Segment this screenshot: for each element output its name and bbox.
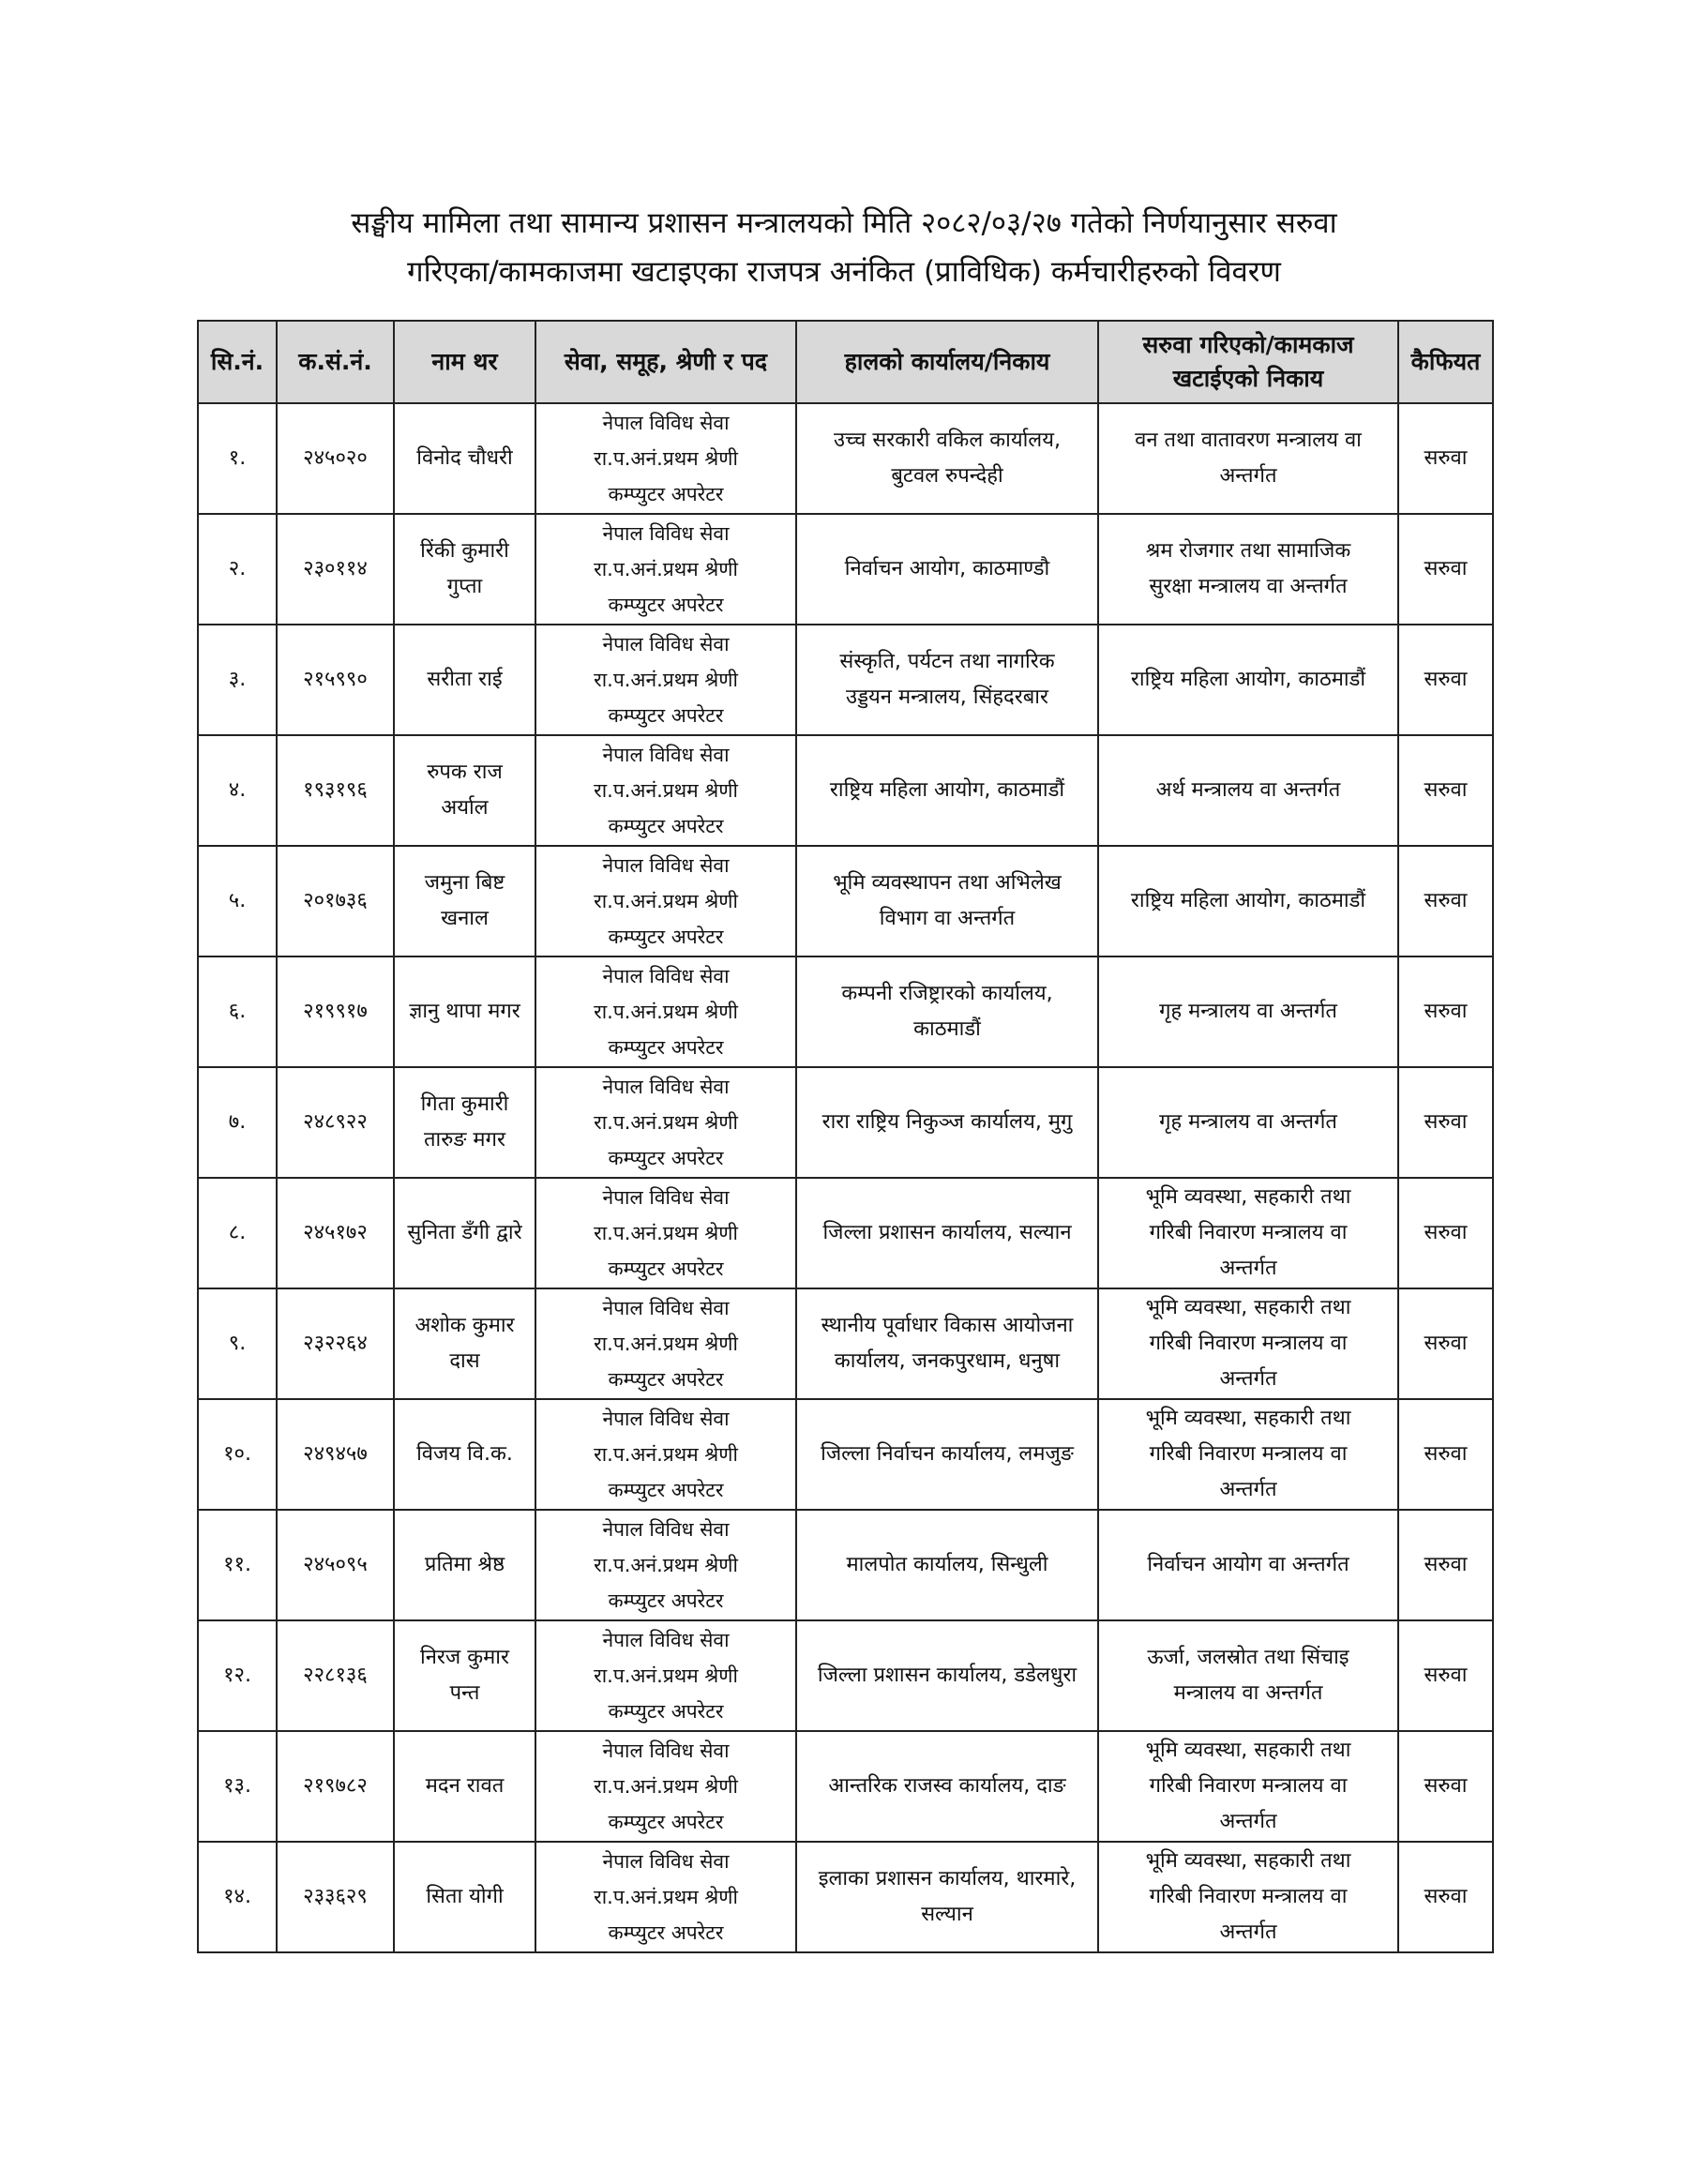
cell-service-line: कम्प्युटर अपरेटर bbox=[608, 926, 724, 948]
cell-service-line: रा.प.अनं.प्रथम श्रेणी bbox=[594, 558, 738, 580]
cell-transfer-office bbox=[1098, 846, 1398, 956]
cell-service-line: कम्प्युटर अपरेटर bbox=[608, 483, 724, 505]
cell-name-line: निरज कुमार bbox=[420, 1646, 509, 1669]
cell-ksn: २४८९२२ bbox=[277, 1067, 394, 1178]
cell-transfer-office bbox=[1098, 956, 1398, 1067]
table-row bbox=[198, 1731, 1493, 1842]
cell-transfer-office-line: ऊर्जा, जलस्रोत तथा सिंचाइ bbox=[1147, 1646, 1349, 1669]
cell-ksn: २४५१७२ bbox=[277, 1178, 394, 1288]
header-ksn: क.सं.नं. bbox=[277, 321, 394, 403]
cell-transfer-office-line: राष्ट्रिय महिला आयोग, काठमाडौं bbox=[1130, 668, 1366, 691]
cell-name bbox=[394, 1510, 535, 1620]
cell-transfer-office-line: वन तथा वातावरण मन्त्रालय वा bbox=[1135, 429, 1362, 452]
cell-service-line: नेपाल विविध सेवा bbox=[602, 1740, 730, 1762]
table-row bbox=[198, 1288, 1493, 1399]
cell-service-line: रा.प.अनं.प्रथम श्रेणी bbox=[594, 1664, 738, 1687]
cell-name-line: सरीता राई bbox=[427, 668, 503, 691]
cell-ksn: २३०११४ bbox=[277, 514, 394, 625]
cell-ksn: २४५०२० bbox=[277, 403, 394, 514]
header-transfer-office bbox=[1098, 321, 1398, 403]
cell-remarks: सरुवा bbox=[1398, 625, 1493, 735]
cell-transfer-office-line: भूमि व्यवस्था, सहकारी तथा bbox=[1145, 1296, 1351, 1319]
cell-service-line: कम्प्युटर अपरेटर bbox=[608, 704, 724, 727]
cell-current-office-line: कार्यालय, जनकपुरधाम, धनुषा bbox=[834, 1349, 1061, 1373]
employee-transfer-table bbox=[197, 320, 1494, 1953]
table-row bbox=[198, 1620, 1493, 1731]
cell-service-line: नेपाल विविध सेवा bbox=[602, 1297, 730, 1319]
cell-transfer-office-line: अन्तर्गत bbox=[1219, 1810, 1277, 1833]
cell-service-line: नेपाल विविध सेवा bbox=[602, 1408, 730, 1430]
header-name: नाम थर bbox=[394, 321, 535, 403]
cell-service-line: नेपाल विविध सेवा bbox=[602, 1850, 730, 1873]
cell-service-line: कम्प्युटर अपरेटर bbox=[608, 1589, 724, 1612]
cell-current-office bbox=[796, 1842, 1098, 1952]
cell-current-office bbox=[796, 514, 1098, 625]
cell-remarks: सरुवा bbox=[1398, 403, 1493, 514]
cell-transfer-office-line: अर्थ मन्त्रालय वा अन्तर्गत bbox=[1155, 778, 1341, 802]
cell-service-line: नेपाल विविध सेवा bbox=[602, 744, 730, 766]
cell-sn: ११. bbox=[198, 1510, 277, 1620]
cell-transfer-office-line: भूमि व्यवस्था, सहकारी तथा bbox=[1145, 1185, 1351, 1209]
cell-ksn: २४९४५७ bbox=[277, 1399, 394, 1510]
cell-service-line: रा.प.अनं.प्रथम श्रेणी bbox=[594, 890, 738, 912]
cell-name-line: गिता कुमारी bbox=[420, 1092, 509, 1116]
table-body bbox=[198, 403, 1493, 1952]
cell-name-line: गुप्ता bbox=[446, 575, 483, 598]
cell-service-line: नेपाल विविध सेवा bbox=[602, 633, 730, 655]
cell-current-office bbox=[796, 956, 1098, 1067]
cell-service-line: रा.प.अनं.प्रथम श्रेणी bbox=[594, 1554, 738, 1576]
table-row bbox=[198, 956, 1493, 1067]
cell-service bbox=[535, 735, 796, 846]
cell-transfer-office-line: अन्तर्गत bbox=[1219, 464, 1277, 488]
cell-service bbox=[535, 1731, 796, 1842]
cell-current-office-line: विभाग वा अन्तर्गत bbox=[879, 907, 1016, 930]
cell-name-line: दास bbox=[449, 1349, 480, 1373]
cell-name bbox=[394, 625, 535, 735]
cell-transfer-office-line: अन्तर्गत bbox=[1219, 1367, 1277, 1391]
cell-transfer-office-line: सुरक्षा मन्त्रालय वा अन्तर्गत bbox=[1149, 575, 1348, 598]
cell-service-line: कम्प्युटर अपरेटर bbox=[608, 815, 724, 837]
cell-name bbox=[394, 846, 535, 956]
cell-ksn: २१९७८२ bbox=[277, 1731, 394, 1842]
cell-name-line: तारुङ मगर bbox=[424, 1128, 505, 1152]
cell-current-office-line: आन्तरिक राजस्व कार्यालय, दाङ bbox=[828, 1774, 1066, 1798]
cell-name bbox=[394, 403, 535, 514]
cell-transfer-office-line: श्रम रोजगार तथा सामाजिक bbox=[1145, 539, 1351, 563]
table-row bbox=[198, 1178, 1493, 1288]
cell-name-line: अशोक कुमार bbox=[414, 1314, 515, 1337]
cell-sn: १०. bbox=[198, 1399, 277, 1510]
cell-current-office bbox=[796, 1731, 1098, 1842]
header-transfer-office-line-2: खटाईएको निकाय bbox=[1172, 365, 1324, 392]
cell-service bbox=[535, 1620, 796, 1731]
table-row bbox=[198, 1842, 1493, 1952]
cell-transfer-office bbox=[1098, 1067, 1398, 1178]
cell-service-line: कम्प्युटर अपरेटर bbox=[608, 1479, 724, 1501]
cell-remarks: सरुवा bbox=[1398, 1842, 1493, 1952]
cell-current-office-line: बुटवल रुपन्देही bbox=[891, 464, 1003, 488]
table-row bbox=[198, 625, 1493, 735]
cell-service-line: कम्प्युटर अपरेटर bbox=[608, 1700, 724, 1723]
cell-remarks: सरुवा bbox=[1398, 1178, 1493, 1288]
cell-service-line: नेपाल विविध सेवा bbox=[602, 1518, 730, 1541]
cell-transfer-office bbox=[1098, 514, 1398, 625]
cell-ksn: २३३६२९ bbox=[277, 1842, 394, 1952]
cell-name bbox=[394, 1399, 535, 1510]
cell-ksn: २०१७३६ bbox=[277, 846, 394, 956]
cell-name bbox=[394, 1620, 535, 1731]
cell-remarks: सरुवा bbox=[1398, 735, 1493, 846]
cell-transfer-office-line: मन्त्रालय वा अन्तर्गत bbox=[1173, 1681, 1323, 1705]
cell-service-line: कम्प्युटर अपरेटर bbox=[608, 594, 724, 616]
cell-current-office-line: जिल्ला प्रशासन कार्यालय, डडेलधुरा bbox=[817, 1664, 1078, 1687]
cell-ksn: २१५९९० bbox=[277, 625, 394, 735]
cell-name bbox=[394, 1842, 535, 1952]
cell-service-line: नेपाल विविध सेवा bbox=[602, 854, 730, 877]
cell-name bbox=[394, 1178, 535, 1288]
cell-current-office bbox=[796, 403, 1098, 514]
cell-transfer-office-line: निर्वाचन आयोग वा अन्तर्गत bbox=[1147, 1553, 1349, 1576]
cell-transfer-office-line: अन्तर्गत bbox=[1219, 1920, 1277, 1944]
cell-remarks: सरुवा bbox=[1398, 1510, 1493, 1620]
cell-sn: ३. bbox=[198, 625, 277, 735]
table-row bbox=[198, 735, 1493, 846]
title-line-1: सङ्घीय मामिला तथा सामान्य प्रशासन मन्त्रालयको मिति २०८२/०३/२७ गतेको निर्णयानुसार सरुवा bbox=[351, 206, 1337, 240]
cell-sn: ९. bbox=[198, 1288, 277, 1399]
cell-service bbox=[535, 1288, 796, 1399]
cell-remarks: सरुवा bbox=[1398, 1399, 1493, 1510]
cell-current-office-line: स्थानीय पूर्वाधार विकास आयोजना bbox=[821, 1314, 1074, 1337]
cell-ksn: २१९९१७ bbox=[277, 956, 394, 1067]
cell-current-office-line: कम्पनी रजिष्ट्रारको कार्यालय, bbox=[841, 982, 1053, 1005]
cell-current-office-line: निर्वाचन आयोग, काठमाण्डौ bbox=[844, 557, 1050, 580]
cell-current-office-line: जिल्ला निर्वाचन कार्यालय, लमजुङ bbox=[821, 1442, 1074, 1466]
cell-name-line: मदन रावत bbox=[425, 1774, 505, 1798]
cell-current-office-line: उच्च सरकारी वकिल कार्यालय, bbox=[834, 429, 1061, 452]
cell-name bbox=[394, 735, 535, 846]
cell-name-line: अर्याल bbox=[441, 796, 489, 820]
cell-remarks: सरुवा bbox=[1398, 956, 1493, 1067]
cell-service-line: कम्प्युटर अपरेटर bbox=[608, 1036, 724, 1059]
cell-transfer-office-line: अन्तर्गत bbox=[1219, 1257, 1277, 1280]
cell-service-line: कम्प्युटर अपरेटर bbox=[608, 1811, 724, 1833]
cell-current-office-line: जिल्ला प्रशासन कार्यालय, सल्यान bbox=[822, 1221, 1072, 1244]
cell-service-line: कम्प्युटर अपरेटर bbox=[608, 1147, 724, 1169]
cell-service-line: रा.प.अनं.प्रथम श्रेणी bbox=[594, 779, 738, 802]
cell-service bbox=[535, 1510, 796, 1620]
cell-sn: ४. bbox=[198, 735, 277, 846]
cell-current-office bbox=[796, 846, 1098, 956]
table-row bbox=[198, 1399, 1493, 1510]
cell-transfer-office-line: भूमि व्यवस्था, सहकारी तथा bbox=[1145, 1849, 1351, 1873]
header-current-office: हालको कार्यालय/निकाय bbox=[796, 321, 1098, 403]
cell-ksn: २३२२६४ bbox=[277, 1288, 394, 1399]
cell-remarks: सरुवा bbox=[1398, 846, 1493, 956]
table-row bbox=[198, 846, 1493, 956]
cell-service-line: नेपाल विविध सेवा bbox=[602, 1186, 730, 1209]
cell-current-office-line: काठमाडौं bbox=[913, 1017, 981, 1041]
cell-transfer-office-line: भूमि व्यवस्था, सहकारी तथा bbox=[1145, 1739, 1351, 1762]
cell-name-line: पन्त bbox=[449, 1681, 480, 1705]
cell-current-office bbox=[796, 1620, 1098, 1731]
table-row bbox=[198, 1510, 1493, 1620]
cell-current-office-line: मालपोत कार्यालय, सिन्धुली bbox=[846, 1553, 1048, 1576]
cell-current-office-line: राष्ट्रिय महिला आयोग, काठमाडौं bbox=[829, 778, 1065, 802]
cell-remarks: सरुवा bbox=[1398, 1067, 1493, 1178]
cell-name-line: विनोद चौधरी bbox=[416, 446, 513, 470]
cell-transfer-office-line: गरिबी निवारण मन्त्रालय वा bbox=[1149, 1442, 1348, 1466]
cell-name-line: ज्ञानु थापा मगर bbox=[409, 1000, 520, 1023]
cell-transfer-office-line: गरिबी निवारण मन्त्रालय वा bbox=[1149, 1774, 1348, 1798]
cell-sn: ७. bbox=[198, 1067, 277, 1178]
cell-current-office-line: उड्डयन मन्त्रालय, सिंहदरबार bbox=[846, 685, 1048, 709]
cell-current-office bbox=[796, 1288, 1098, 1399]
header-transfer-office-line-1: सरुवा गरिएको/कामकाज bbox=[1142, 331, 1354, 358]
cell-transfer-office-line: गरिबी निवारण मन्त्रालय वा bbox=[1149, 1221, 1348, 1244]
cell-transfer-office bbox=[1098, 1620, 1398, 1731]
cell-name-line: सिता योगी bbox=[426, 1885, 504, 1908]
cell-transfer-office bbox=[1098, 403, 1398, 514]
cell-name-line: विजय वि.क. bbox=[416, 1442, 513, 1466]
cell-transfer-office bbox=[1098, 1510, 1398, 1620]
cell-current-office bbox=[796, 1067, 1098, 1178]
cell-current-office-line: रारा राष्ट्रिय निकुञ्ज कार्यालय, मुगु bbox=[821, 1110, 1073, 1134]
cell-service bbox=[535, 1399, 796, 1510]
cell-current-office bbox=[796, 1510, 1098, 1620]
cell-service-line: रा.प.अनं.प्रथम श्रेणी bbox=[594, 447, 738, 470]
cell-service-line: नेपाल विविध सेवा bbox=[602, 412, 730, 434]
cell-transfer-office bbox=[1098, 1399, 1398, 1510]
cell-service-line: नेपाल विविध सेवा bbox=[602, 522, 730, 545]
cell-remarks: सरुवा bbox=[1398, 514, 1493, 625]
cell-sn: १२. bbox=[198, 1620, 277, 1731]
cell-service-line: रा.प.अनं.प्रथम श्रेणी bbox=[594, 1886, 738, 1908]
title-line-2: गरिएका/कामकाजमा खटाइएका राजपत्र अनंकित (प्राविधिक) कर्मचारीहरुको विवरण bbox=[407, 255, 1281, 289]
cell-ksn: १९३१९६ bbox=[277, 735, 394, 846]
cell-service-line: रा.प.अनं.प्रथम श्रेणी bbox=[594, 1111, 738, 1134]
header-service: सेवा, समूह, श्रेणी र पद bbox=[535, 321, 796, 403]
cell-transfer-office-line: अन्तर्गत bbox=[1219, 1478, 1277, 1501]
cell-current-office-line: संस्कृति, पर्यटन तथा नागरिक bbox=[839, 650, 1055, 673]
cell-sn: ५. bbox=[198, 846, 277, 956]
cell-sn: १. bbox=[198, 403, 277, 514]
cell-current-office-line: सल्यान bbox=[921, 1903, 973, 1926]
cell-name-line: प्रतिमा श्रेष्ठ bbox=[424, 1553, 505, 1576]
cell-transfer-office-line: राष्ट्रिय महिला आयोग, काठमाडौं bbox=[1130, 889, 1366, 912]
cell-service bbox=[535, 956, 796, 1067]
table-row bbox=[198, 514, 1493, 625]
cell-name-line: जमुना बिष्ट bbox=[424, 871, 505, 895]
cell-service-line: रा.प.अनं.प्रथम श्रेणी bbox=[594, 669, 738, 691]
cell-name bbox=[394, 1288, 535, 1399]
table-row bbox=[198, 403, 1493, 514]
cell-service-line: नेपाल विविध सेवा bbox=[602, 1629, 730, 1651]
cell-transfer-office-line: भूमि व्यवस्था, सहकारी तथा bbox=[1145, 1407, 1351, 1430]
cell-name bbox=[394, 1067, 535, 1178]
cell-remarks: सरुवा bbox=[1398, 1620, 1493, 1731]
header-remarks: कैफियत bbox=[1398, 321, 1493, 403]
cell-current-office bbox=[796, 1399, 1098, 1510]
header-sn: सि.नं. bbox=[198, 321, 277, 403]
cell-transfer-office bbox=[1098, 1842, 1398, 1952]
cell-name-line: रुपक राज bbox=[427, 761, 503, 784]
cell-ksn: २४५०९५ bbox=[277, 1510, 394, 1620]
cell-service-line: नेपाल विविध सेवा bbox=[602, 1076, 730, 1098]
cell-sn: ६. bbox=[198, 956, 277, 1067]
cell-transfer-office bbox=[1098, 1731, 1398, 1842]
cell-transfer-office bbox=[1098, 735, 1398, 846]
cell-service-line: कम्प्युटर अपरेटर bbox=[608, 1921, 724, 1944]
cell-service-line: रा.प.अनं.प्रथम श्रेणी bbox=[594, 1443, 738, 1466]
cell-service-line: कम्प्युटर अपरेटर bbox=[608, 1368, 724, 1391]
cell-transfer-office bbox=[1098, 1178, 1398, 1288]
cell-name-line: खनाल bbox=[441, 907, 489, 930]
cell-sn: १४. bbox=[198, 1842, 277, 1952]
cell-service-line: रा.प.अनं.प्रथम श्रेणी bbox=[594, 1775, 738, 1798]
cell-transfer-office-line: गृह मन्त्रालय वा अन्तर्गत bbox=[1159, 1000, 1337, 1023]
table-row bbox=[198, 1067, 1493, 1178]
cell-transfer-office-line: गरिबी निवारण मन्त्रालय वा bbox=[1149, 1332, 1348, 1355]
cell-service bbox=[535, 514, 796, 625]
cell-name bbox=[394, 956, 535, 1067]
cell-current-office bbox=[796, 735, 1098, 846]
cell-name-line: रिंकी कुमारी bbox=[420, 539, 509, 563]
cell-transfer-office bbox=[1098, 625, 1398, 735]
cell-remarks: सरुवा bbox=[1398, 1731, 1493, 1842]
cell-current-office-line: भूमि व्यवस्थापन तथा अभिलेख bbox=[833, 871, 1062, 895]
cell-service bbox=[535, 625, 796, 735]
cell-service-line: कम्प्युटर अपरेटर bbox=[608, 1258, 724, 1280]
cell-ksn: २२८१३६ bbox=[277, 1620, 394, 1731]
cell-current-office bbox=[796, 625, 1098, 735]
cell-service-line: रा.प.अनं.प्रथम श्रेणी bbox=[594, 1333, 738, 1355]
cell-name bbox=[394, 1731, 535, 1842]
cell-service-line: रा.प.अनं.प्रथम श्रेणी bbox=[594, 1001, 738, 1023]
cell-service bbox=[535, 846, 796, 956]
table-header-row bbox=[198, 321, 1493, 403]
cell-sn: २. bbox=[198, 514, 277, 625]
cell-name-line: सुनिता डँगी द्वारे bbox=[407, 1221, 522, 1244]
cell-transfer-office-line: गृह मन्त्रालय वा अन्तर्गत bbox=[1159, 1110, 1337, 1134]
cell-service bbox=[535, 403, 796, 514]
cell-current-office bbox=[796, 1178, 1098, 1288]
cell-service bbox=[535, 1842, 796, 1952]
cell-name bbox=[394, 514, 535, 625]
cell-transfer-office-line: गरिबी निवारण मन्त्रालय वा bbox=[1149, 1885, 1348, 1908]
cell-sn: १३. bbox=[198, 1731, 277, 1842]
cell-remarks: सरुवा bbox=[1398, 1288, 1493, 1399]
cell-service-line: रा.प.अनं.प्रथम श्रेणी bbox=[594, 1222, 738, 1244]
cell-service bbox=[535, 1067, 796, 1178]
cell-service-line: नेपाल विविध सेवा bbox=[602, 965, 730, 987]
document-title bbox=[188, 199, 1500, 296]
cell-transfer-office bbox=[1098, 1288, 1398, 1399]
cell-service bbox=[535, 1178, 796, 1288]
cell-current-office-line: इलाका प्रशासन कार्यालय, थारमारे, bbox=[818, 1867, 1077, 1890]
cell-sn: ८. bbox=[198, 1178, 277, 1288]
